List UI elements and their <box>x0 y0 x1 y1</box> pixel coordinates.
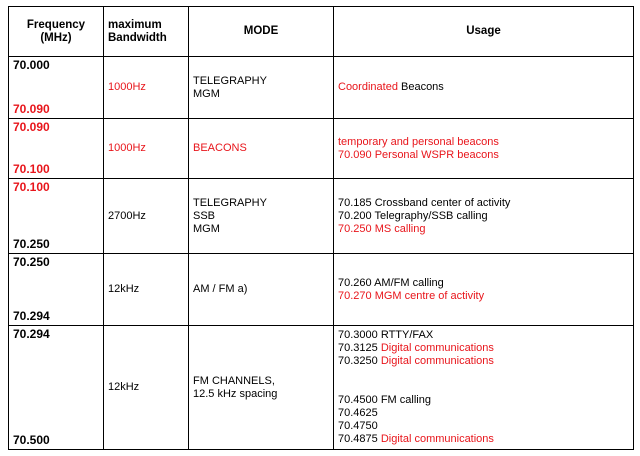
bandwidth-cell: 1000Hz <box>104 119 189 179</box>
usage-cell: 70.185 Crossband center of activity 70.200 Telegraphy/SSB calling 70.250 MS calling <box>334 179 634 254</box>
bandwidth-cell: 2700Hz <box>104 179 189 254</box>
usage-cell: 70.3000 RTTY/FAX 70.3125 Digital communications 70.3250 Digital communications 70.4500 FM calling 70.4625 70.4750 70.4875 Digital communications <box>334 326 634 450</box>
table-header-row <box>9 7 634 57</box>
mode-cell: FM CHANNELS, 12.5 kHz spacing <box>189 326 334 450</box>
table-row <box>9 326 634 450</box>
mode-cell: AM / FM a) <box>189 254 334 326</box>
frequency-range <box>9 179 104 254</box>
frequency-start: 70.294 <box>13 327 50 341</box>
bandwidth-cell: 12kHz <box>104 326 189 450</box>
frequency-end: 70.250 <box>13 237 50 251</box>
frequency-range <box>9 57 104 119</box>
mode-cell: TELEGRAPHY MGM <box>189 57 334 119</box>
frequency-range <box>9 119 104 179</box>
frequency-range <box>9 254 104 326</box>
header-bandwidth: maximum Bandwidth <box>104 7 189 57</box>
table-row <box>9 57 634 119</box>
frequency-end: 70.294 <box>13 309 50 323</box>
usage-cell: Coordinated Beacons <box>334 57 634 119</box>
bandwidth-cell: 12kHz <box>104 254 189 326</box>
table-row <box>9 254 634 326</box>
frequency-start: 70.090 <box>13 120 50 134</box>
usage-cell: temporary and personal beacons 70.090 Personal WSPR beacons <box>334 119 634 179</box>
frequency-range <box>9 326 104 450</box>
bandwidth-cell: 1000Hz <box>104 57 189 119</box>
header-usage: Usage <box>334 7 634 57</box>
usage-cell: 70.260 AM/FM calling 70.270 MGM centre of activity <box>334 254 634 326</box>
header-frequency: Frequency (MHz) <box>9 7 104 57</box>
frequency-start: 70.100 <box>13 180 50 194</box>
table-row <box>9 179 634 254</box>
frequency-start: 70.250 <box>13 255 50 269</box>
frequency-start: 70.000 <box>13 58 50 72</box>
frequency-end: 70.090 <box>13 102 50 116</box>
frequency-end: 70.100 <box>13 162 50 176</box>
frequency-end: 70.500 <box>13 433 50 447</box>
mode-cell: TELEGRAPHY SSB MGM <box>189 179 334 254</box>
band-plan-table <box>8 6 634 450</box>
table-row <box>9 119 634 179</box>
header-mode: MODE <box>189 7 334 57</box>
mode-cell: BEACONS <box>189 119 334 179</box>
